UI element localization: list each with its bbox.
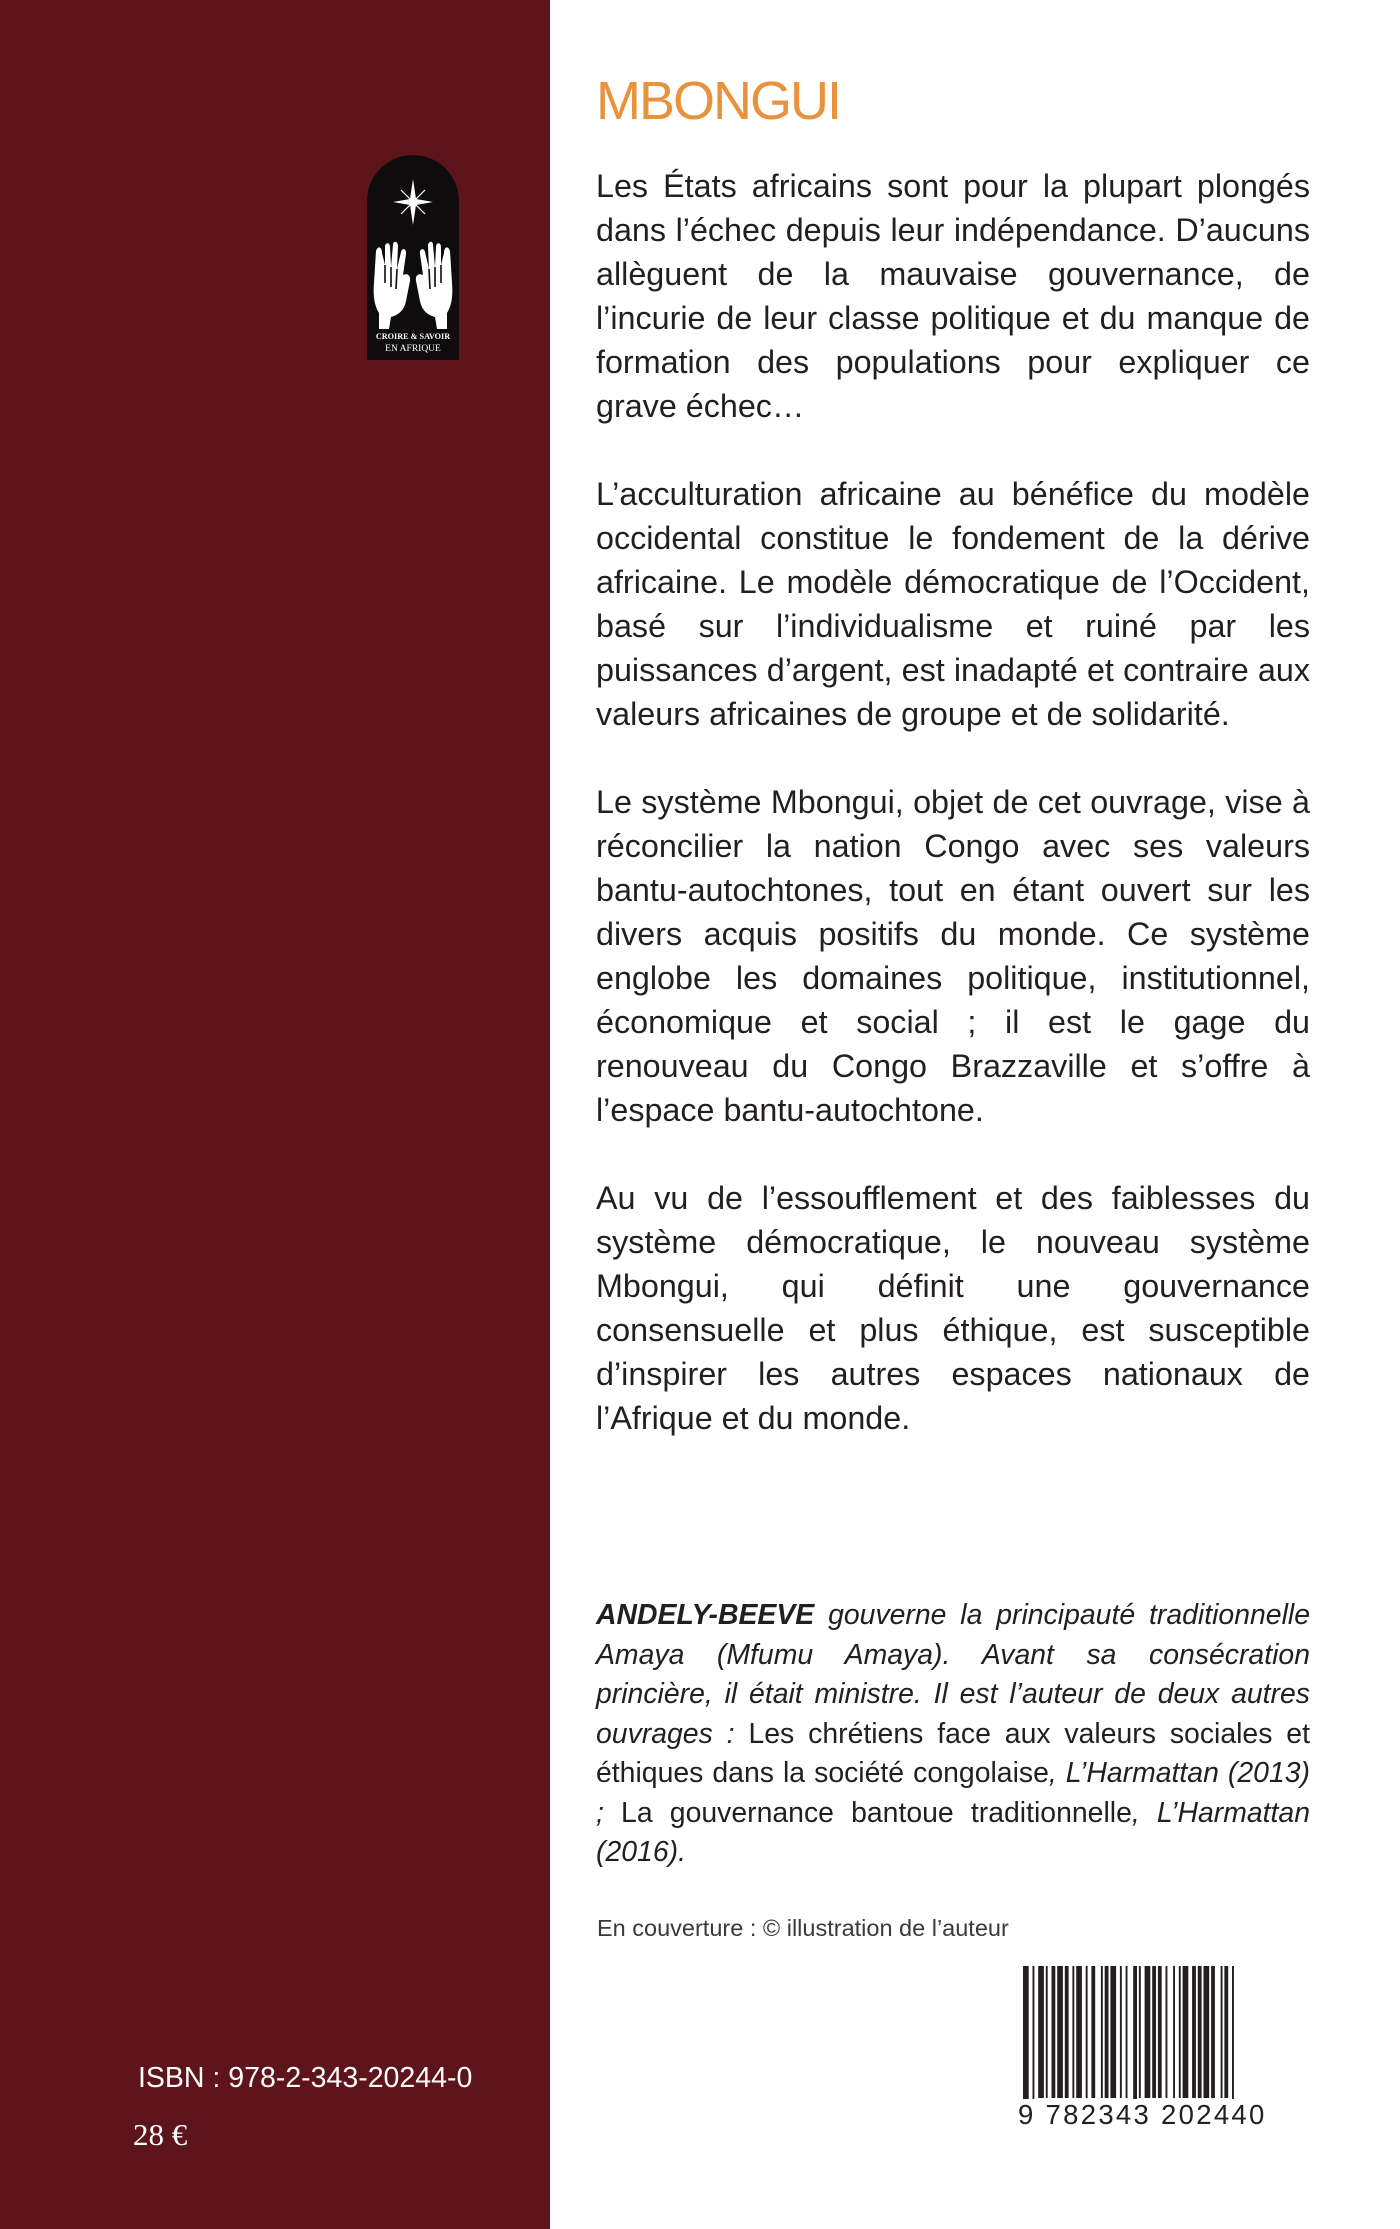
blurb-paragraph: Les États africains sont pour la plupart plongés dans l’échec depuis leur indépendance. D’aucuns allèguent de la mauvaise gouvernance, de l’incurie de leur classe politique et du manque de formation des populations pour expliquer ce grave échec… [596,168,1310,424]
star-hands-arch-icon [367,155,459,360]
barcode-digits: 9 782343 202440 [1018,2099,1320,2131]
logo-text-line-2: EN AFRIQUE [385,344,441,354]
collection-logo [367,155,459,360]
blurb-paragraph: Le système Mbongui, objet de cet ouvrage, vise à réconcilier la nation Congo avec ses valeurs bantu-autochtones, tout en étant ouvert sur les divers acquis positifs du monde. Ce système englobe les domaines politique, institutionnel, économique et social ; il est le gage du renouveau du Congo Brazzaville et s’offre à l’espace bantu-autochtone. [596,784,1310,1128]
isbn-text: ISBN : 978-2-343-20244-0 [138,2062,473,2094]
other-work-publisher-2: , L’Harmattan (2016). [596,1796,1310,1868]
logo-text-line-1: CROIRE & SAVOIR [375,332,451,341]
other-work-title-2: La gouvernance bantoue traditionnelle [621,1796,1132,1829]
author-bio-intro: gouverne la principauté traditionnelle Amaya (Mfumu Amaya). Avant sa consécration princière, il était ministre. Il est l’auteur de deux autres ouvrages : [596,1599,1310,1750]
author-name: ANDELY-BEEVE [596,1599,815,1631]
book-blurb [596,164,1310,1484]
book-title: MBONGUI [596,71,841,131]
sidebar-panel [0,0,550,2229]
other-work-publisher-1: , L’Harmattan (2013) ; [596,1757,1310,1829]
blurb-paragraph: L’acculturation africaine au bénéfice du modèle occidental constitue le fondement de la dérive africaine. Le modèle démocratique de l’Occident, basé sur l’individualisme et ruiné par les puissances d’argent, est inadapté et contraire aux valeurs africaines de groupe et de solidarité. [596,476,1310,732]
author-bio [596,1596,1310,1873]
price-text: 28 € [133,2117,188,2152]
cover-credit: En couverture : © illustration de l’auteur [597,1915,1009,1941]
other-work-title-1: Les chrétiens face aux valeurs sociales et éthiques dans la société congolaise [596,1717,1310,1789]
blurb-paragraph: Au vu de l’essoufflement et des faiblesses du système démocratique, le nouveau système Mbongui, qui définit une gouvernance consensuelle et plus éthique, est susceptible d’inspirer les autres espaces nationaux de l’Afrique et du monde. [596,1180,1310,1436]
